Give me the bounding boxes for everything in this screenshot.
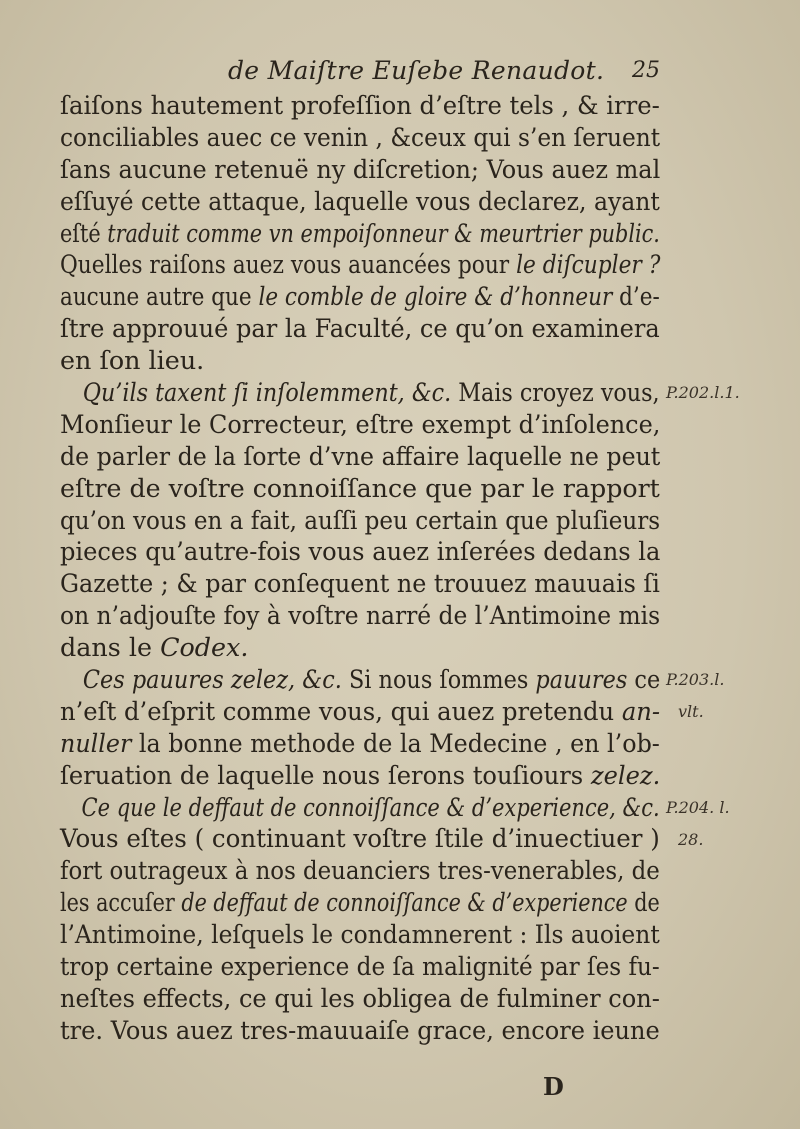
- text-line: [60, 855, 660, 887]
- text-segment: le diſcupler ?: [516, 249, 661, 280]
- text-line: [60, 568, 660, 600]
- text-segment: de deffaut de connoiſſance & d’experience: [181, 887, 628, 918]
- text-line: [60, 217, 660, 250]
- text-segment: Codex.: [160, 632, 249, 663]
- text-line: [60, 791, 660, 824]
- margin-note: 28.: [678, 829, 704, 849]
- text-segment: zelez.: [590, 759, 661, 790]
- text-line: [60, 919, 660, 951]
- text-segment: Si nous ſommes: [341, 664, 536, 695]
- text-line: [60, 249, 661, 281]
- text-line: [60, 440, 661, 473]
- text-segment: dans le: [60, 632, 161, 663]
- text-line: [60, 281, 660, 313]
- text-line: [60, 377, 660, 409]
- text-segment: eſſuyé cette attaque, laquelle vous declarez, ayant: [60, 185, 660, 216]
- text-line: [60, 887, 660, 919]
- text-segment: Ce que le deffaut de connoiſſance & d’experience, &c.: [81, 791, 660, 822]
- text-line: [60, 90, 660, 122]
- text-segment: fort outrageux à nos deuanciers tres-venerables, de: [60, 855, 660, 886]
- text-segment: l’Antimoine, leſquels le condamnerent : Ils auoient: [60, 919, 660, 950]
- text-line: [60, 408, 661, 441]
- text-segment: eſtre de voſtre connoiſſance que par le rapport: [60, 472, 660, 503]
- margin-note: P.204. l.: [666, 797, 730, 817]
- text-line: [60, 121, 661, 154]
- text-segment: Ces pauures zelez, &c.: [82, 664, 342, 695]
- text-line: [60, 472, 660, 505]
- text-segment: le comble de gloire & d’honneur: [258, 281, 613, 312]
- margin-note: vlt.: [678, 702, 704, 722]
- text-line: [60, 153, 661, 186]
- margin-note: P.203.l.: [666, 670, 725, 690]
- text-segment: n’eſt d’eſprit comme vous, qui auez pretendu: [60, 695, 622, 726]
- text-segment: traduit comme vn empoiſonneur & meurtrier public.: [107, 217, 660, 248]
- running-head: de Maiſtre Euſebe Renaudot.: [228, 56, 605, 85]
- text-segment: en ſon lieu.: [60, 345, 205, 376]
- text-segment: ſans aucune retenuë ny diſcretion; Vous auez mal: [60, 153, 661, 184]
- body-text: [60, 90, 660, 1047]
- text-line: [60, 313, 660, 345]
- text-line: [60, 823, 660, 855]
- text-line: [60, 727, 660, 760]
- text-line: [60, 982, 660, 1015]
- text-segment: Vous eſtes ( continuant voſtre ſtile d’inuectiuer ): [60, 823, 660, 854]
- text-segment: pieces qu’autre-fois vous auez inſerées dedans la: [60, 536, 661, 567]
- text-segment: ſaiſons hautement profeſſion d’eſtre tels , & irre-: [60, 90, 660, 120]
- text-line: [60, 1014, 660, 1047]
- text-line: [60, 345, 660, 377]
- text-line: [60, 951, 660, 983]
- text-segment: les accuſer: [60, 887, 182, 918]
- text-segment: an-: [621, 695, 661, 726]
- text-segment: Monſieur le Correcteur, eſtre exempt d’inſolence,: [60, 408, 661, 439]
- text-segment: trop certaine experience de ſa malignité par ſes fu-: [60, 951, 660, 982]
- text-line: [60, 185, 660, 218]
- text-segment: qu’on vous en a fait, auſſi peu certain que pluſieurs: [60, 504, 661, 535]
- signature-mark: D: [543, 1072, 564, 1101]
- text-segment: Quelles raiſons auez vous auancées pour: [60, 249, 517, 280]
- text-line: [60, 759, 661, 792]
- text-line: [60, 600, 661, 632]
- text-line: [60, 664, 661, 696]
- page-number: 25: [632, 58, 660, 83]
- text-segment: on n’adjouſte foy à voſtre narré de l’Antimoine mis: [60, 600, 661, 631]
- text-segment: ſtre approuué par la Faculté, ce qu’on examinera: [60, 313, 660, 344]
- text-segment: Qu’ils taxent ſi inſolemment, &c.: [82, 377, 452, 408]
- text-line: [60, 695, 661, 728]
- text-segment: ſeruation de laquelle nous ſerons touſiours: [60, 759, 591, 790]
- text-segment: ce: [627, 664, 661, 695]
- text-segment: de: [627, 887, 660, 918]
- text-segment: neſtes effects, ce qui les obligea de fulminer con-: [60, 982, 660, 1013]
- text-line: [60, 504, 661, 537]
- text-segment: Mais croyez vous,: [451, 377, 660, 408]
- text-segment: d’e-: [612, 281, 660, 312]
- text-segment: eſté: [60, 217, 108, 248]
- text-segment: la bonne methode de la Medecine , en l’ob-: [131, 727, 660, 758]
- text-segment: tre. Vous auez tres-mauuaiſe grace, encore ieune: [60, 1014, 660, 1045]
- text-line: [60, 536, 661, 568]
- text-segment: nuller: [60, 727, 132, 758]
- text-segment: Gazette ; & par conſequent ne trouuez mauuais ſi: [60, 568, 660, 599]
- margin-note: P.202.l.1.: [666, 383, 740, 403]
- text-segment: conciliables auec ce venin , &ceux qui s’en ſeruent: [60, 121, 661, 152]
- text-segment: pauures: [535, 664, 628, 695]
- text-line: [60, 632, 660, 664]
- text-segment: de parler de la ſorte d’vne affaire laquelle ne peut: [60, 440, 661, 471]
- text-segment: aucune autre que: [60, 281, 259, 312]
